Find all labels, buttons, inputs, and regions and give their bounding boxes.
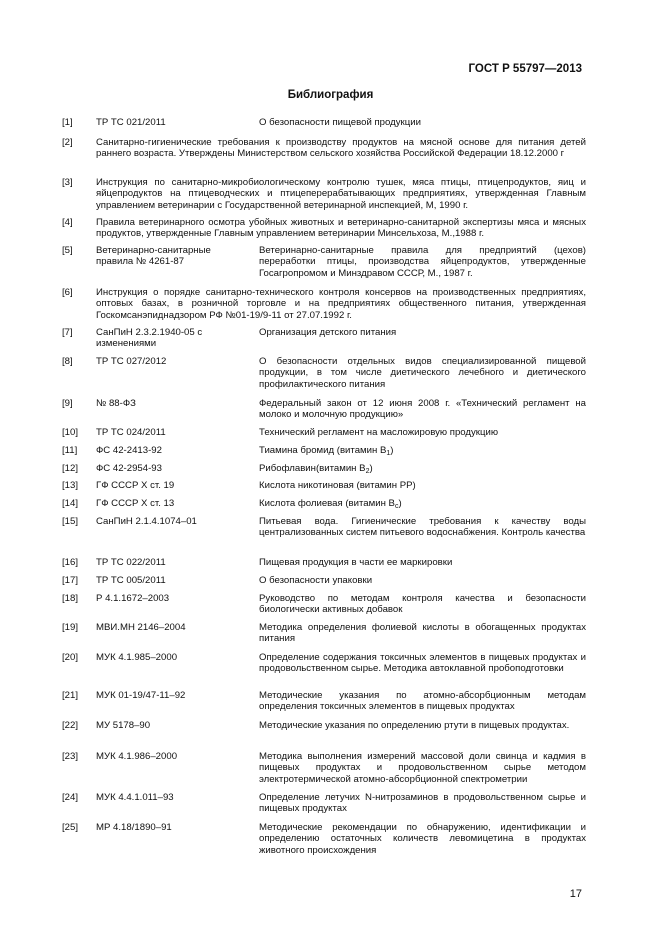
entry-text: Инструкция о порядке санитарно-технического контроля консервов на производственных предприятиях, оптовых базах, в розничной торговле и на предприятиях общественного питания, утвержденная Госкомсанэпиднадзором РФ №01-19/9-11 от 27.07.1992 г. bbox=[96, 287, 586, 321]
entry-text: Правила ветеринарного осмотра убойных животных и ветеринарно-санитарной экспертизы мяса и мясных продуктов, утвержденные Главным управлением ветеринарии Минсельхоза, М.,1988 г. bbox=[96, 217, 586, 240]
entry-description-close: ) bbox=[369, 463, 373, 474]
entry-description: О безопасности упаковки bbox=[259, 575, 373, 586]
entry-description: Ветеринарно-санитарные правила для предприятий (цехов) переработки птицы, производства яйцепродуктов, утвержденные Госагропромом и Минздравом СССР, М., 1987 г. bbox=[259, 245, 586, 279]
entry-description: Методические рекомендации по обнаружению, идентификации и определению остаточных количеств левомицетина в продуктах животного происхождения bbox=[259, 822, 586, 856]
entry-number: [1] bbox=[62, 117, 73, 128]
entry-document: СанПиН 2.1.4.1074–01 bbox=[96, 516, 197, 527]
entry-document: Р 4.1.1672–2003 bbox=[96, 593, 170, 604]
standard-header: ГОСТ Р 55797—2013 bbox=[468, 63, 582, 75]
bibliography-entry-23 bbox=[62, 751, 586, 785]
bibliography-entry-10 bbox=[62, 427, 586, 438]
entry-document: ТР ТС 021/2011 bbox=[96, 117, 166, 128]
entry-description: О безопасности пищевой продукции bbox=[259, 117, 421, 128]
entry-document: № 88-ФЗ bbox=[96, 398, 136, 409]
entry-number: [14] bbox=[62, 498, 79, 509]
bibliography-entry-6 bbox=[62, 287, 586, 321]
entry-number: [25] bbox=[62, 822, 79, 833]
entry-description: Питьевая вода. Гигиенические требования к качеству воды централизованных систем питьевого водоснабжения. Контроль качества bbox=[259, 516, 586, 539]
bibliography-entry-5 bbox=[62, 245, 586, 279]
entry-description bbox=[259, 463, 586, 474]
bibliography-entry-13 bbox=[62, 480, 586, 491]
bibliography-entry-14 bbox=[62, 498, 586, 509]
entry-document: ТР ТС 005/2011 bbox=[96, 575, 166, 586]
entry-description-close: ) bbox=[390, 445, 394, 456]
entry-number: [23] bbox=[62, 751, 79, 762]
entry-document: ТР ТС 027/2012 bbox=[96, 356, 167, 367]
entry-description: Определение летучих N-нитрозаминов в продовольственном сырье и пищевых продуктах bbox=[259, 792, 586, 815]
bibliography-entry-3 bbox=[62, 177, 586, 211]
entry-description: Федеральный закон от 12 июня 2008 г. «Технический регламент на молоко и молочную продукцию» bbox=[259, 398, 586, 421]
entry-number: [13] bbox=[62, 480, 79, 491]
entry-number: [20] bbox=[62, 652, 79, 663]
entry-number: [10] bbox=[62, 427, 79, 438]
entry-description: Определение содержания токсичных элементов в пищевых продуктах и продовольственном сырье. Методика автоклавной пробоподготовки bbox=[259, 652, 586, 675]
bibliography-entry-12 bbox=[62, 463, 586, 474]
entry-document: МР 4.18/1890–91 bbox=[96, 822, 172, 833]
entry-description-text: Тиамина бромид (витамин В bbox=[259, 445, 387, 456]
entry-description bbox=[259, 498, 586, 509]
bibliography-entry-11 bbox=[62, 445, 586, 456]
entry-document: ГФ СССР Х ст. 13 bbox=[96, 498, 175, 509]
entry-number: [21] bbox=[62, 690, 79, 701]
entry-number: [4] bbox=[62, 217, 73, 228]
bibliography-entry-7 bbox=[62, 327, 586, 350]
subscript: с bbox=[394, 503, 399, 510]
bibliography-entry-9 bbox=[62, 398, 586, 421]
entry-number: [16] bbox=[62, 557, 79, 568]
entry-number: [9] bbox=[62, 398, 73, 409]
entry-number: [3] bbox=[62, 177, 73, 188]
entry-number: [15] bbox=[62, 516, 79, 527]
bibliography-entry-1 bbox=[62, 117, 586, 128]
entry-document: ТР ТС 022/2011 bbox=[96, 557, 166, 568]
entry-document: ГФ СССР Х ст. 19 bbox=[96, 480, 175, 491]
entry-text: Инструкция по санитарно-микробиологическому контролю тушек, мяса птицы, птицепродуктов, яиц и яйцепродуктов на птицеводческих и птицеперерабатывающих предприятиях, утвержденная Главным управлением ветеринарии с Государственной ветеринарной инспекцией, М, 1990 г. bbox=[96, 177, 586, 211]
entry-description: Методические указания по атомно-абсорбционным методам определения токсичных элементов в пищевых продуктах bbox=[259, 690, 586, 713]
bibliography-entry-4 bbox=[62, 217, 586, 240]
entry-description: Руководство по методам контроля качества и безопасности биологически активных добавок bbox=[259, 593, 586, 616]
bibliography-entry-16 bbox=[62, 557, 586, 568]
entry-document: ФС 42-2413-92 bbox=[96, 445, 162, 456]
entry-description: Технический регламент на масложировую продукцию bbox=[259, 427, 499, 438]
entry-document: ТР ТС 024/2011 bbox=[96, 427, 166, 438]
page-title: Библиография bbox=[287, 89, 374, 101]
entry-document: МВИ.МН 2146–2004 bbox=[96, 622, 186, 633]
bibliography-entry-15 bbox=[62, 516, 586, 539]
entry-number: [7] bbox=[62, 327, 73, 338]
entry-number: [18] bbox=[62, 593, 79, 604]
entry-description: Кислота никотиновая (витамин РР) bbox=[259, 480, 416, 491]
page-number: 17 bbox=[569, 888, 582, 900]
entry-number: [17] bbox=[62, 575, 79, 586]
entry-number: [6] bbox=[62, 287, 73, 298]
bibliography-entry-17 bbox=[62, 575, 586, 586]
entry-description: Методика определения фолиевой кислоты в обогащенных продуктах питания bbox=[259, 622, 586, 645]
entry-description: О безопасности отдельных видов специализированной пищевой продукции, в том числе диетического лечебного и диетического профилактического питания bbox=[259, 356, 586, 390]
bibliography-entry-20 bbox=[62, 652, 586, 675]
entry-number: [2] bbox=[62, 137, 73, 148]
entry-document: МУК 01-19/47-11–92 bbox=[96, 690, 186, 701]
entry-text: Санитарно-гигиенические требования к производству продуктов на мясной основе для питания детей раннего возраста. Утверждены Министерством сельского хозяйства Российской Федерации 18.12.2000 г bbox=[96, 137, 586, 160]
bibliography-entry-2 bbox=[62, 137, 586, 160]
entry-description: Пищевая продукция в части ее маркировки bbox=[259, 557, 453, 568]
entry-number: [12] bbox=[62, 463, 79, 474]
entry-number: [11] bbox=[62, 445, 78, 456]
entry-document: Ветеринарно-санитарные правила № 4261-87 bbox=[96, 245, 211, 268]
bibliography-entry-18 bbox=[62, 593, 586, 616]
entry-document: МУ 5178–90 bbox=[96, 720, 151, 731]
entry-document: МУК 4.1.986–2000 bbox=[96, 751, 178, 762]
entry-document: ФС 42-2954-93 bbox=[96, 463, 162, 474]
entry-description bbox=[259, 445, 586, 456]
entry-number: [19] bbox=[62, 622, 79, 633]
bibliography-entry-25 bbox=[62, 822, 586, 856]
entry-document: СанПиН 2.3.2.1940-05 с изменениями bbox=[96, 327, 203, 350]
entry-number: [22] bbox=[62, 720, 79, 731]
entry-number: [8] bbox=[62, 356, 73, 367]
entry-description-close: ) bbox=[398, 498, 402, 509]
entry-description: Методические указания по определению ртути в пищевых продуктах. bbox=[259, 720, 570, 731]
bibliography-entry-21 bbox=[62, 690, 586, 713]
entry-description-text: Кислота фолиевая (витамин В bbox=[259, 498, 395, 509]
bibliography-entry-19 bbox=[62, 622, 586, 645]
bibliography-entry-22 bbox=[62, 720, 586, 731]
entry-description: Методика выполнения измерений массовой доли свинца и кадмия в пищевых продуктах и продовольственном сырье методом электротермической атомно-абсорбционной спектрометрии bbox=[259, 751, 586, 785]
entry-number: [5] bbox=[62, 245, 73, 256]
subscript: 2 bbox=[365, 468, 370, 475]
entry-document: МУК 4.1.985–2000 bbox=[96, 652, 178, 663]
entry-document: МУК 4.4.1.011–93 bbox=[96, 792, 174, 803]
bibliography-entry-24 bbox=[62, 792, 586, 815]
subscript: 1 bbox=[386, 450, 391, 457]
entry-description-text: Рибофлавин(витамин В bbox=[259, 463, 366, 474]
bibliography-entry-8 bbox=[62, 356, 586, 390]
entry-number: [24] bbox=[62, 792, 79, 803]
entry-description: Организация детского питания bbox=[259, 327, 397, 338]
